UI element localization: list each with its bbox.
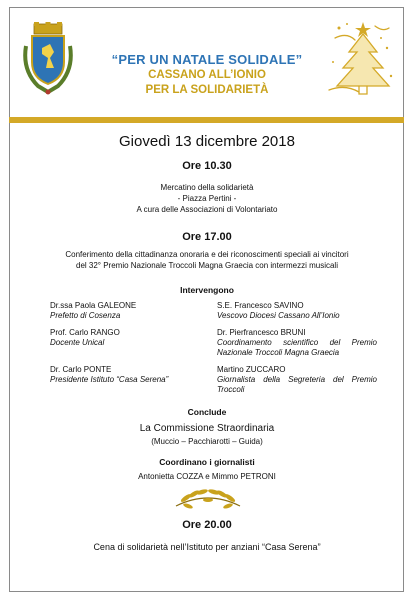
speaker-role: Giornalista della Segreteria del Premio Troccoli [217, 375, 377, 394]
olive-branch-icon [172, 484, 244, 510]
speaker-role: Coordinamento scientifico del Premio Nazionale Troccoli Magna Graecia [217, 338, 377, 357]
speaker-name: Dr.ssa Paola GALEONE [50, 301, 137, 310]
speaker-4 [217, 328, 377, 358]
commission-members: (Muccio – Pacchiarotti – Guida) [151, 437, 263, 446]
afternoon-line-1: Conferimento della cittadinanza onoraria e dei riconoscimenti speciali ai vincitori [65, 250, 349, 259]
commission-name: La Commissione Straordinaria [139, 423, 275, 434]
event-subtitle-city: CASSANO ALL’IONIO [148, 69, 266, 81]
speaker-role: Presidente Istituto “Casa Serena” [50, 375, 169, 384]
speaker-1 [50, 301, 200, 321]
dinner-text: Cena di solidarietà nell’Istituto per anziani “Casa Serena” [93, 542, 321, 552]
morning-line-2: - Piazza Pertini - [177, 194, 237, 203]
time-afternoon: Ore 17.00 [182, 231, 232, 243]
speaker-name: Martino ZUCCARO [217, 365, 286, 374]
time-evening: Ore 20.00 [182, 519, 232, 531]
event-date: Giovedì 13 dicembre 2018 [119, 133, 295, 150]
speaker-3 [50, 328, 200, 348]
morning-line-3: A cura delle Associazioni di Volontariato [136, 205, 278, 214]
speaker-role: Docente Unical [50, 338, 105, 347]
time-morning: Ore 10.30 [182, 160, 232, 172]
journalists-names: Antonietta COZZA e Mimmo PETRONI [138, 472, 276, 481]
speaker-role: Prefetto di Cosenza [50, 311, 121, 320]
speaker-name: S.E. Francesco SAVINO [217, 301, 304, 310]
afternoon-line-2: del 32° Premio Nazionale Troccoli Magna Graecia con intermezzi musicali [76, 261, 338, 270]
speaker-name: Dr. Carlo PONTE [50, 365, 112, 374]
speaker-6 [217, 365, 377, 395]
event-subtitle-solidarity: PER LA SOLIDARIETÀ [145, 84, 269, 96]
conclude-heading: Conclude [187, 407, 227, 417]
speaker-5 [50, 365, 200, 385]
event-title: “PER UN NATALE SOLIDALE” [111, 52, 303, 67]
speaker-name: Prof. Carlo RANGO [50, 328, 120, 337]
speaker-role: Vescovo Diocesi Cassano All’Ionio [217, 311, 340, 320]
coordinano-heading: Coordinano i giornalisti [159, 457, 255, 467]
speaker-2 [217, 301, 377, 321]
morning-line-1: Mercatino della solidarietà [160, 183, 254, 192]
gold-divider [9, 117, 404, 123]
intervengono-heading: Intervengono [180, 285, 234, 295]
speaker-name: Dr. Pierfrancesco BRUNI [217, 328, 306, 337]
